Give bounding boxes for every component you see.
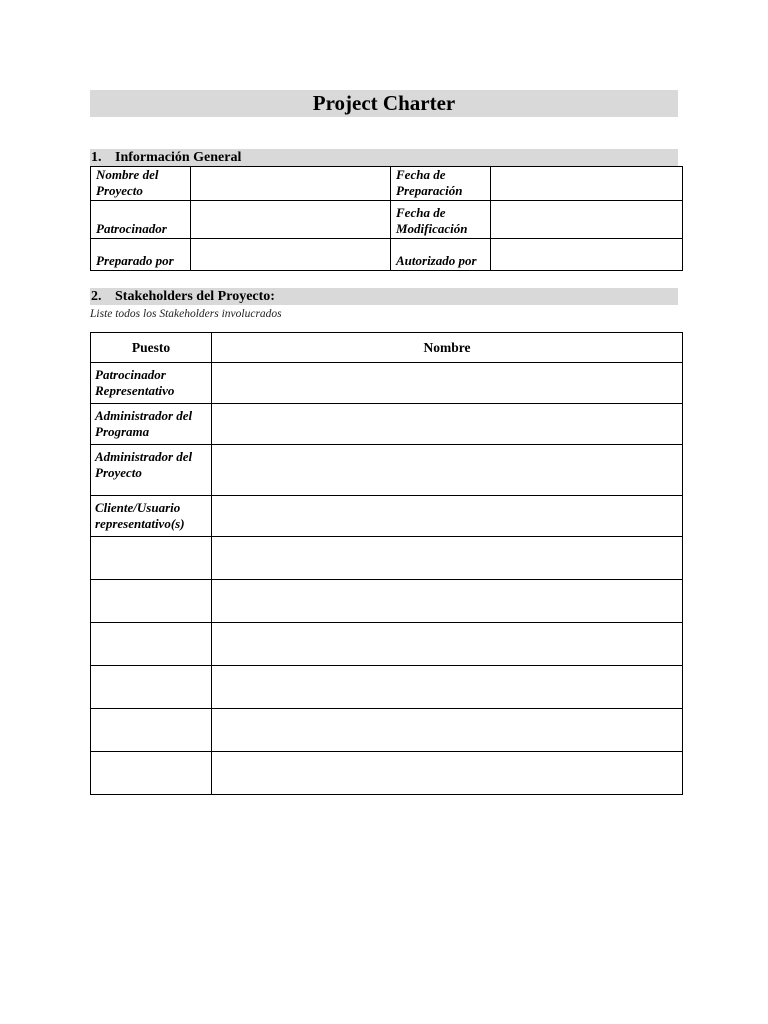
table-row [91, 445, 683, 496]
table-row [91, 623, 683, 666]
authorized-by-field[interactable] [491, 239, 683, 271]
table-row [91, 709, 683, 752]
name-cell[interactable] [212, 580, 683, 623]
name-cell[interactable] [212, 496, 683, 537]
name-cell[interactable] [212, 445, 683, 496]
role-cell[interactable] [91, 666, 212, 709]
column-header-puesto: Puesto [91, 333, 212, 363]
project-name-field[interactable] [191, 167, 391, 201]
sponsor-field[interactable] [191, 201, 391, 239]
preparation-date-field[interactable] [491, 167, 683, 201]
document-title: Project Charter [90, 90, 678, 117]
role-cell: Patrocinador Representativo [91, 363, 212, 404]
table-row [91, 167, 683, 201]
table-row [91, 580, 683, 623]
authorized-by-label: Autorizado por [391, 239, 491, 271]
name-cell[interactable] [212, 752, 683, 795]
section-general-info-heading [90, 149, 678, 166]
table-row [91, 201, 683, 239]
sponsor-label: Patrocinador [91, 201, 191, 239]
table-row [91, 239, 683, 271]
role-cell: Administrador del Proyecto [91, 445, 212, 496]
name-cell[interactable] [212, 537, 683, 580]
name-cell[interactable] [212, 363, 683, 404]
role-cell[interactable] [91, 709, 212, 752]
name-cell[interactable] [212, 623, 683, 666]
section-title: Stakeholders del Proyecto: [115, 289, 275, 304]
name-cell[interactable] [212, 666, 683, 709]
table-row [91, 666, 683, 709]
section-number: 1. [91, 150, 102, 165]
stakeholders-table [90, 332, 683, 795]
section-stakeholders-heading [90, 288, 678, 305]
role-cell[interactable] [91, 537, 212, 580]
name-cell[interactable] [212, 709, 683, 752]
role-cell: Cliente/Usuario representativo(s) [91, 496, 212, 537]
modification-date-field[interactable] [491, 201, 683, 239]
table-row [91, 404, 683, 445]
section-title: Información General [115, 150, 242, 165]
stakeholders-instruction: Liste todos los Stakeholders involucrados [90, 308, 282, 320]
general-info-table [90, 166, 683, 271]
column-header-nombre: Nombre [212, 333, 683, 363]
prepared-by-label: Preparado por [91, 239, 191, 271]
name-cell[interactable] [212, 404, 683, 445]
role-cell[interactable] [91, 623, 212, 666]
preparation-date-label: Fecha de Preparación [391, 167, 491, 201]
table-row [91, 496, 683, 537]
table-row [91, 537, 683, 580]
modification-date-label: Fecha de Modificación [391, 201, 491, 239]
table-header-row [91, 333, 683, 363]
role-cell[interactable] [91, 752, 212, 795]
section-number: 2. [91, 289, 102, 304]
table-row [91, 363, 683, 404]
role-cell[interactable] [91, 580, 212, 623]
table-row [91, 752, 683, 795]
project-name-label: Nombre del Proyecto [91, 167, 191, 201]
role-cell: Administrador del Programa [91, 404, 212, 445]
prepared-by-field[interactable] [191, 239, 391, 271]
